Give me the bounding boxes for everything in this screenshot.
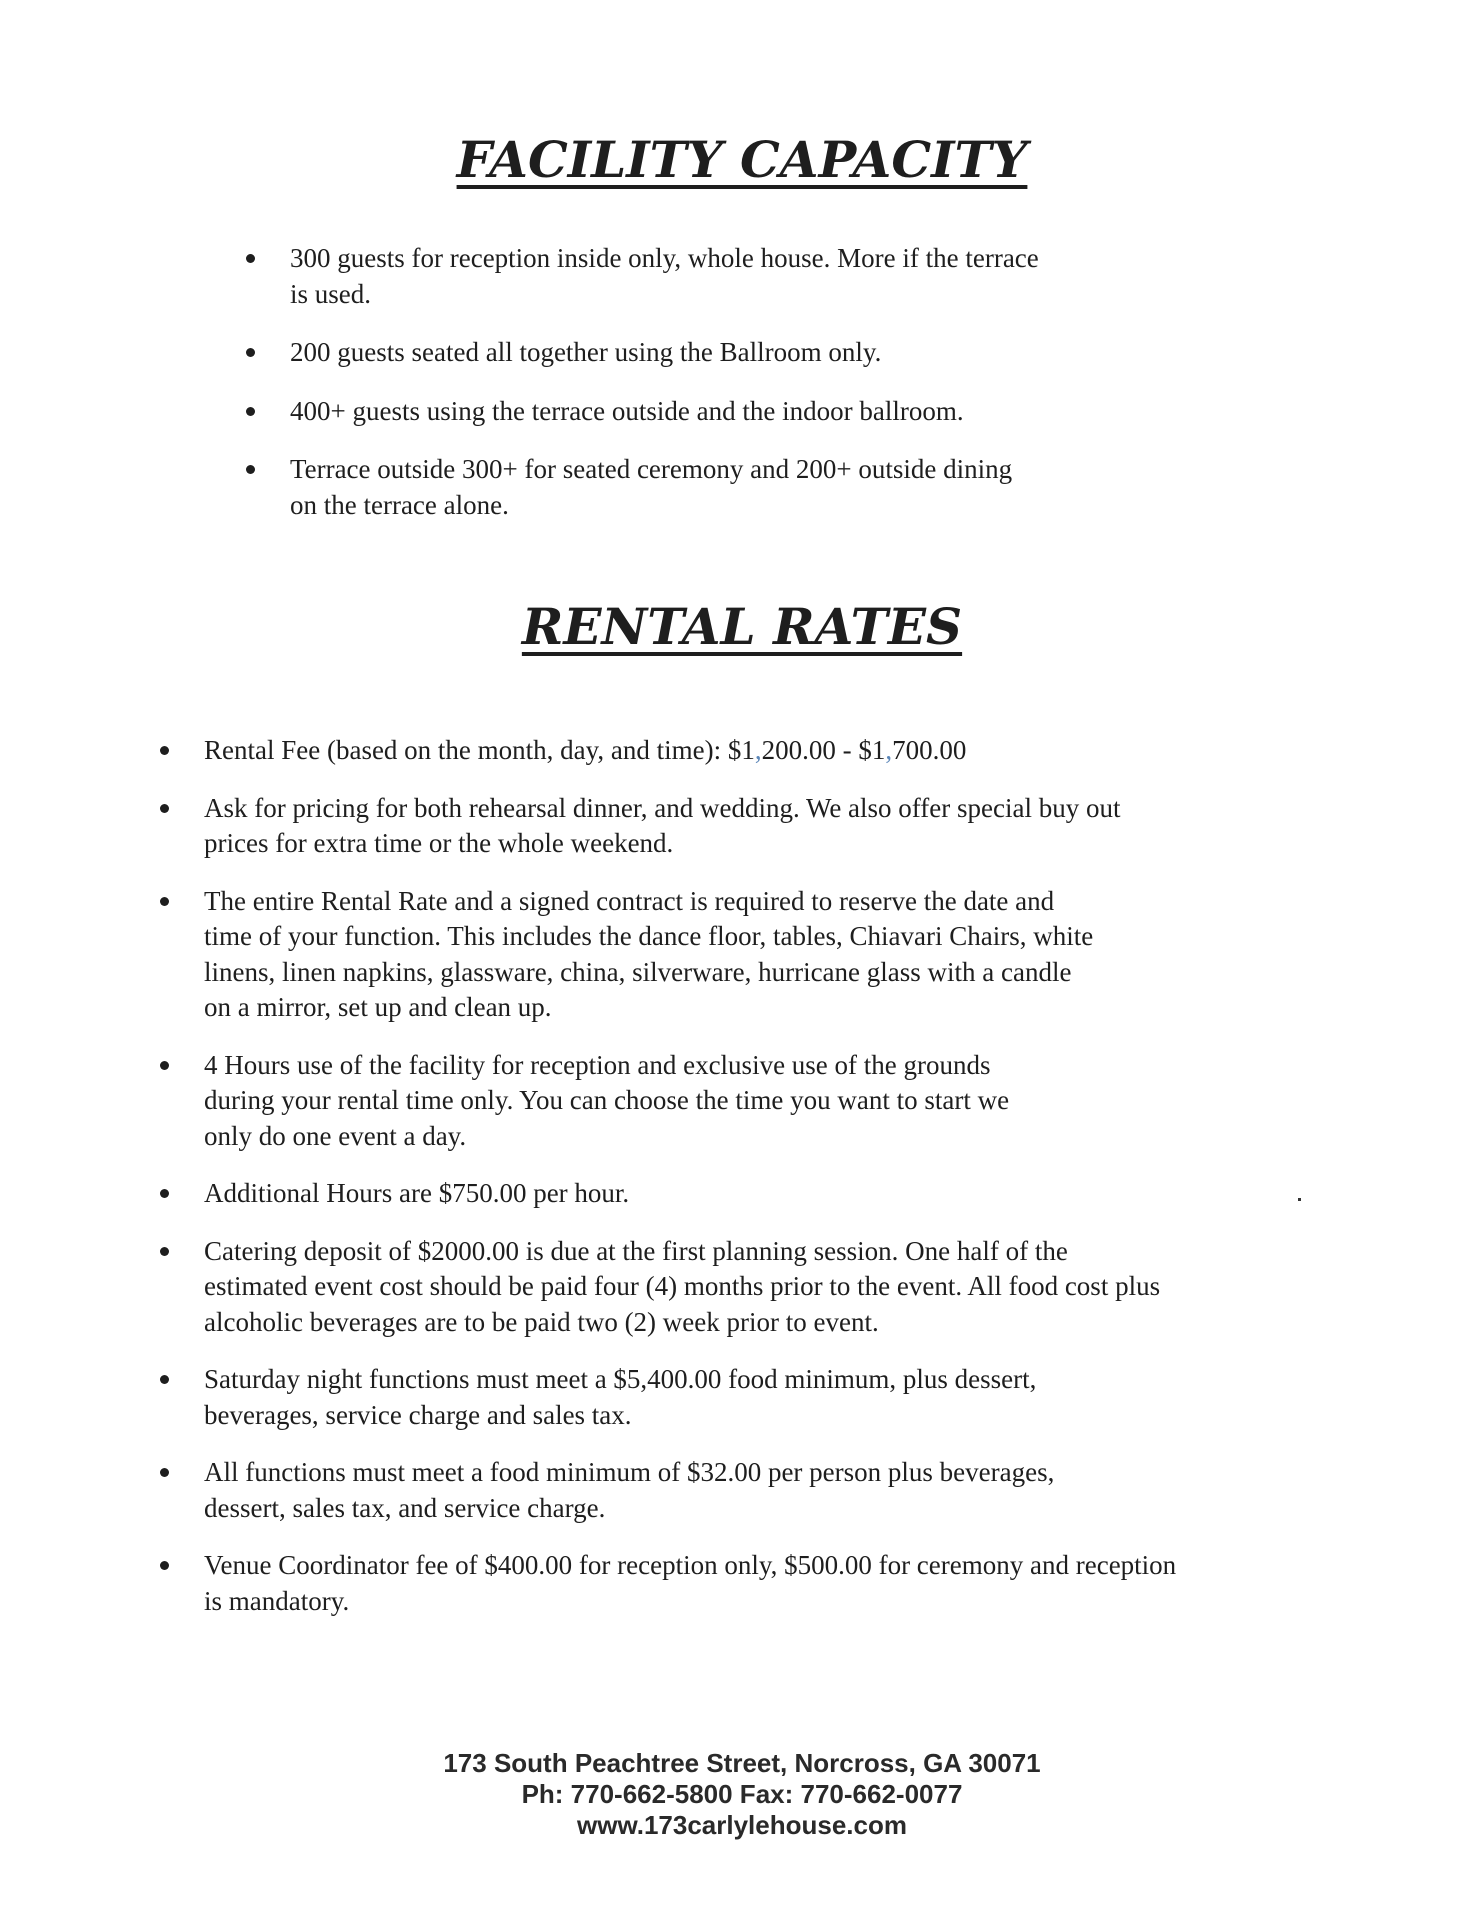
bullet-icon xyxy=(160,804,169,813)
footer-contact xyxy=(0,1748,1484,1841)
list-item-line: 200 guests seated all together using the Ballroom only. xyxy=(290,337,882,367)
bullet-icon xyxy=(160,1061,169,1070)
list-item-line: linens, linen napkins, glassware, china, silverware, hurricane glass with a candle xyxy=(204,956,1072,987)
list-item-line: prices for extra time or the whole weekend. xyxy=(204,828,674,858)
list-item xyxy=(290,394,1039,430)
list-item xyxy=(204,1455,1176,1526)
list-item xyxy=(290,452,1039,523)
fee-text-c: 700.00 xyxy=(892,735,967,765)
list-item-line: is mandatory. xyxy=(204,1585,350,1616)
list-item-line: on the terrace alone. xyxy=(290,489,509,520)
list-item-line: 300 guests for reception inside only, whole house. More if the terrace xyxy=(290,243,1039,273)
bullet-icon xyxy=(160,1247,169,1256)
rental-rates-heading xyxy=(0,597,1484,656)
rental-rates-list xyxy=(204,733,1176,1641)
list-item-line: during your rental time only. You can choose the time you want to start we xyxy=(204,1085,1010,1115)
bullet-icon xyxy=(246,254,255,263)
list-item-line: 400+ guests using the terrace outside and the indoor ballroom. xyxy=(290,395,964,426)
bullet-icon xyxy=(160,746,169,755)
bullet-icon xyxy=(160,1561,169,1570)
list-item-line: Catering deposit of $2000.00 is due at the first planning session. One half of the xyxy=(204,1235,1068,1266)
list-item-line: on a mirror, set up and clean up. xyxy=(204,992,552,1022)
list-item-line: Venue Coordinator fee of $400.00 for reception only, $500.00 for ceremony and reception xyxy=(204,1550,1177,1580)
list-item-line: is used. xyxy=(290,278,371,309)
list-item-line: 4 Hours use of the facility for reception and exclusive use of the grounds xyxy=(204,1049,991,1080)
footer-phone: Ph: 770-662-5800 Fax: 770-662-0077 xyxy=(521,1779,963,1809)
list-item xyxy=(290,335,1039,371)
list-item xyxy=(204,791,1176,862)
heading-text: FACILITY CAPACITY xyxy=(456,130,1028,189)
fee-text-b: 200.00 - $1 xyxy=(761,735,886,765)
list-item-line: Terrace outside 300+ for seated ceremony and 200+ outside dining xyxy=(290,454,1013,484)
list-item-line: only do one event a day. xyxy=(204,1120,467,1151)
list-item xyxy=(204,1362,1176,1433)
fee-text-a: Rental Fee (based on the month, day, and time): $1 xyxy=(204,735,755,765)
heading-text: RENTAL RATES xyxy=(521,597,963,656)
list-item-rental-fee xyxy=(204,733,1176,769)
fee-comma: , xyxy=(885,735,893,765)
bullet-icon xyxy=(160,1468,169,1477)
list-item xyxy=(204,1548,1176,1619)
bullet-icon xyxy=(160,1375,169,1384)
list-item xyxy=(204,1234,1176,1341)
list-item-line: estimated event cost should be paid four (4) months prior to the event. All food cost plus xyxy=(204,1271,1161,1301)
list-item-line: dessert, sales tax, and service charge. xyxy=(204,1492,606,1523)
stray-dot xyxy=(1298,1198,1301,1201)
list-item xyxy=(290,241,1039,312)
list-item xyxy=(204,884,1176,1026)
list-item-line: Additional Hours are $750.00 per hour. xyxy=(204,1178,630,1208)
list-item xyxy=(204,1048,1176,1155)
bullet-icon xyxy=(160,897,169,906)
list-item-line: The entire Rental Rate and a signed contract is required to reserve the date and xyxy=(204,885,1055,916)
capacity-list xyxy=(290,241,1039,546)
list-item-line: alcoholic beverages are to be paid two (2) week prior to event. xyxy=(204,1306,879,1337)
rental-fee-text xyxy=(204,733,1176,769)
footer-website[interactable]: www.173carlylehouse.com xyxy=(577,1810,907,1840)
bullet-icon xyxy=(246,348,255,357)
list-item-line: beverages, service charge and sales tax. xyxy=(204,1399,632,1430)
list-item-line: Saturday night functions must meet a $5,400.00 food minimum, plus dessert, xyxy=(204,1364,1037,1394)
facility-capacity-heading xyxy=(0,130,1484,189)
list-item-line: time of your function. This includes the dance floor, tables, Chiavari Chairs, white xyxy=(204,921,1094,951)
list-item xyxy=(204,1176,1176,1212)
bullet-icon xyxy=(246,465,255,474)
fee-comma: , xyxy=(754,735,762,765)
bullet-icon xyxy=(160,1189,169,1198)
bullet-icon xyxy=(246,407,255,416)
footer-address: 173 South Peachtree Street, Norcross, GA 30071 xyxy=(443,1748,1041,1778)
list-item-line: All functions must meet a food minimum of $32.00 per person plus beverages, xyxy=(204,1457,1055,1487)
list-item-line: Ask for pricing for both rehearsal dinner, and wedding. We also offer special buy out xyxy=(204,792,1121,823)
